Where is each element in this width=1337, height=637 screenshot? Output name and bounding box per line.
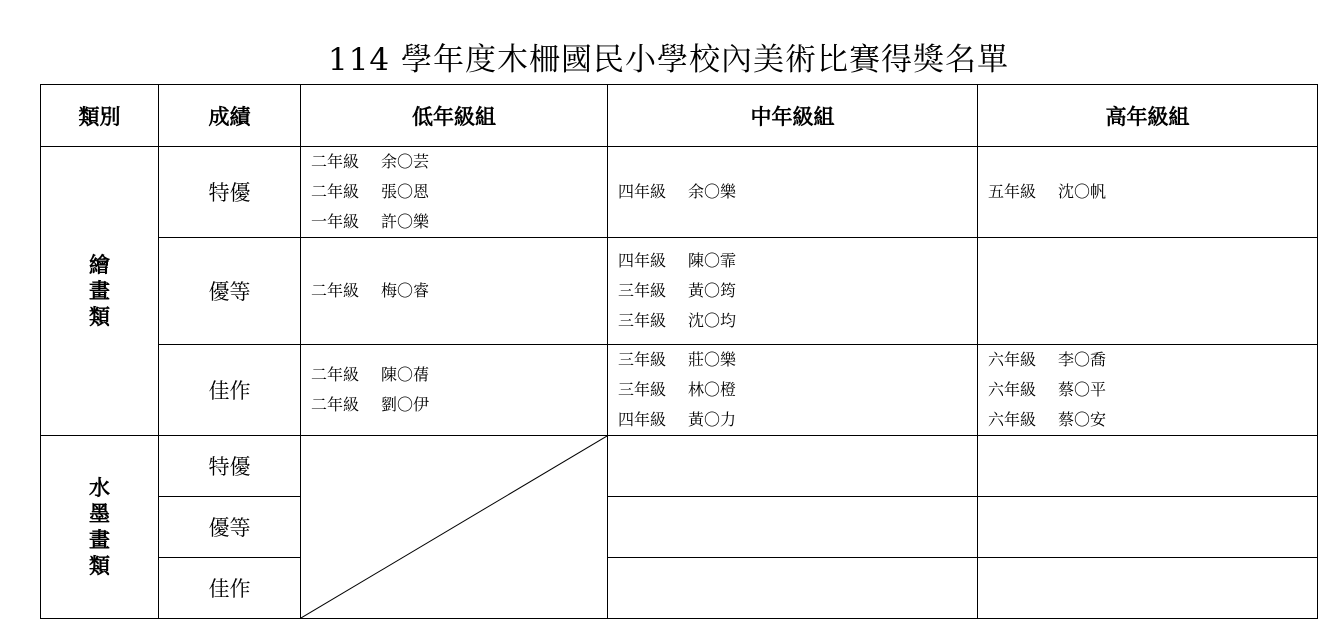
winner-entry [311,177,607,207]
winner-entry [311,276,607,306]
category-char: 畫 [89,279,110,303]
names-cell [608,558,978,619]
winner-name: 黃〇筠 [688,281,737,300]
winner-grade: 三年級 [618,380,667,399]
names-cell [978,436,1318,497]
winner-entry [311,360,607,390]
winner-grade: 三年級 [618,311,667,330]
table-row [41,238,1318,345]
winner-grade: 二年級 [311,395,360,414]
category-char: 畫 [89,528,110,552]
names-cell [608,497,978,558]
table-row [41,345,1318,436]
names-cell [608,436,978,497]
winner-name: 沈〇帆 [1058,182,1107,201]
winner-name: 劉〇伊 [381,395,430,414]
winner-entry [618,375,977,405]
header-high-grade: 高年級組 [978,85,1318,147]
names-cell [978,238,1318,345]
winner-grade: 二年級 [311,281,360,300]
header-low-grade: 低年級組 [301,85,608,147]
winner-name: 黃〇力 [688,410,737,429]
page-title: 114 學年度木柵國民小學校內美術比賽得獎名單 [327,42,1010,78]
winner-grade: 二年級 [311,182,360,201]
winner-entry [311,390,607,420]
names-cell [978,497,1318,558]
header-result: 成績 [159,85,301,147]
result-cell: 佳作 [159,558,301,619]
winner-name: 林〇橙 [688,380,737,399]
category-char: 類 [89,554,110,578]
winner-entry [618,246,977,276]
winner-name: 余〇樂 [688,182,737,201]
names-cell [301,147,608,238]
names-cell [608,147,978,238]
winner-grade: 三年級 [618,350,667,369]
header-row [41,85,1318,147]
names-cell [978,345,1318,436]
result-cell: 優等 [159,238,301,345]
winner-name: 張〇恩 [381,182,430,201]
winner-entry [311,207,607,237]
category-ink [41,436,159,619]
header-category: 類別 [41,85,159,147]
winner-grade: 四年級 [618,251,667,270]
award-table [40,84,1318,619]
winner-grade: 一年級 [311,212,360,231]
category-char: 墨 [89,502,110,526]
names-cell [608,238,978,345]
table-row [41,558,1318,619]
winner-entry [618,345,977,375]
winner-grade: 四年級 [618,410,667,429]
winner-grade: 二年級 [311,152,360,171]
winner-entry [988,375,1317,405]
winner-name: 沈〇均 [688,311,737,330]
winner-name: 余〇芸 [381,152,430,171]
diagonal-line [301,436,607,618]
winner-entry [988,405,1317,435]
names-cell [978,558,1318,619]
winner-grade: 六年級 [988,410,1037,429]
table-row [41,436,1318,497]
result-cell: 特優 [159,147,301,238]
result-cell: 優等 [159,497,301,558]
winner-grade: 四年級 [618,182,667,201]
winner-name: 許〇樂 [381,212,430,231]
names-cell [608,345,978,436]
winner-grade: 五年級 [988,182,1037,201]
winner-name: 蔡〇安 [1058,410,1107,429]
names-cell [301,238,608,345]
winner-grade: 六年級 [988,350,1037,369]
result-cell: 特優 [159,436,301,497]
winner-entry [988,345,1317,375]
header-mid-grade: 中年級組 [608,85,978,147]
winner-entry [618,276,977,306]
table-row [41,147,1318,238]
names-cell [301,345,608,436]
table-row [41,497,1318,558]
winner-entry [311,147,607,177]
winner-grade: 六年級 [988,380,1037,399]
result-cell: 佳作 [159,345,301,436]
winner-name: 莊〇樂 [688,350,737,369]
winner-name: 梅〇睿 [381,281,430,300]
category-char: 水 [89,476,110,500]
winner-grade: 三年級 [618,281,667,300]
category-char: 類 [89,305,110,329]
winner-entry [988,177,1317,207]
empty-diagonal-cell [301,436,608,619]
winner-name: 陳〇蒨 [381,365,430,384]
category-char: 繪 [89,253,110,277]
winner-entry [618,405,977,435]
winner-name: 陳〇霏 [688,251,737,270]
category-painting [41,147,159,436]
winner-entry [618,177,977,207]
winner-name: 李〇喬 [1058,350,1107,369]
winner-name: 蔡〇平 [1058,380,1107,399]
winner-grade: 二年級 [311,365,360,384]
names-cell [978,147,1318,238]
winner-entry [618,306,977,336]
